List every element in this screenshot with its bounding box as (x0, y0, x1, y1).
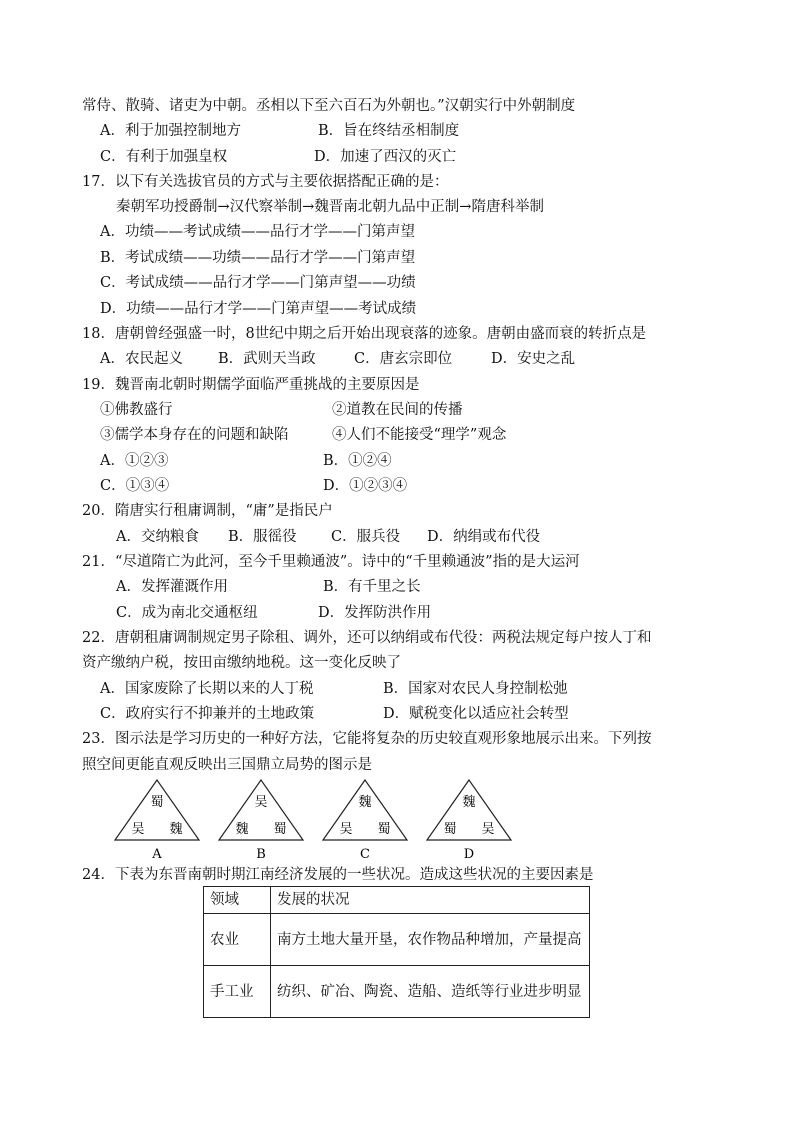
q22-option-b: B．国家对农民人身控制松弛 (383, 681, 568, 697)
triangle-d-shape (427, 780, 511, 840)
q19-item-1: ①佛教盛行 (100, 402, 173, 418)
q16-option-d: D．加速了西汉的灭亡 (314, 149, 457, 165)
q22-option-a: A．国家废除了长期以来的人丁税 (100, 681, 314, 697)
q19-stem: 19．魏晋南北朝时期儒学面临严重挑战的主要原因是 (82, 377, 420, 393)
q22-stem-cont: 资产缴纳户税，按田亩缴纳地税。这一变化反映了 (82, 655, 401, 671)
triangle-a-label: A (152, 847, 162, 862)
triangle-b-shape (219, 780, 303, 840)
triangle-d-top: 魏 (462, 795, 476, 810)
q16-option-c: C．有利于加强皇权 (100, 149, 228, 165)
q17-option-a: A．功绩——考试成绩——品行才学——门第声望 (100, 224, 415, 240)
q22-option-c: C．政府实行不抑兼并的土地政策 (100, 706, 315, 722)
triangle-c-left: 吴 (339, 822, 353, 837)
triangle-d-label: D (463, 847, 475, 862)
triangle-b (219, 780, 303, 862)
q17-option-c: C．考试成绩——品行才学——门第声望——功绩 (100, 275, 416, 291)
q23-stem: 23．图示法是学习历史的一种好方法，它能将复杂的历史较直观形象地展示出来。下列按 (82, 731, 652, 747)
q21-option-d: D．发挥防洪作用 (318, 605, 432, 621)
triangle-c-top: 魏 (358, 795, 372, 810)
q19-option-d: D．①②③④ (323, 478, 408, 494)
q22-stem: 22．唐朝租庸调制规定男子除租、调外，还可以纳绢或布代役：两税法规定每户按人丁和 (82, 630, 652, 646)
q20-option-b: B．服徭役 (228, 529, 297, 545)
triangle-c-label: C (360, 847, 370, 862)
q24-stem: 24．下表为东晋南朝时期江南经济发展的一些状况。造成这些状况的主要因素是 (82, 867, 594, 883)
table-header-status: 发展的状况 (271, 887, 590, 914)
table-header-field: 领域 (204, 887, 271, 914)
triangle-b-right: 蜀 (273, 822, 287, 837)
q19-item-2: ②道教在民间的传播 (332, 402, 463, 418)
triangle-a-left: 吴 (131, 822, 145, 837)
triangle-b-left: 魏 (235, 822, 249, 837)
table-cell-status: 南方土地大量开垦，农作物品种增加，产量提高 (271, 914, 590, 966)
triangle-c-shape (323, 780, 407, 840)
q20-option-d: D．纳绢或布代役 (427, 529, 541, 545)
q17-option-b: B．考试成绩——功绩——品行才学——门第声望 (100, 250, 416, 266)
table-cell-field: 农业 (204, 914, 271, 966)
triangle-a (115, 780, 199, 862)
q20-option-a: A．交纳粮食 (116, 529, 199, 545)
q21-option-c: C．成为南北交通枢纽 (116, 605, 258, 621)
q17-sequence: 秦朝军功授爵制→汉代察举制→魏晋南北朝九品中正制→隋唐科举制 (116, 199, 544, 215)
triangle-d-left: 蜀 (443, 822, 457, 837)
q23-triangle-diagrams (112, 778, 532, 863)
q19-item-3: ③儒学本身存在的问题和缺陷 (100, 427, 289, 443)
q18-option-d: D．安史之乱 (491, 351, 576, 367)
q19-option-b: B．①②④ (323, 453, 392, 469)
q18-option-c: C．唐玄宗即位 (354, 351, 453, 367)
triangle-b-top: 吴 (254, 795, 268, 810)
q19-option-c: C．①③④ (100, 478, 170, 494)
q21-option-a: A．发挥灌溉作用 (116, 579, 228, 595)
q16-option-a: A．利于加强控制地方 (100, 123, 241, 139)
q17-option-d: D．功绩——品行才学——门第声望——考试成绩 (100, 301, 417, 317)
table-row (204, 914, 590, 966)
q19-item-4: ④人们不能接受“理学”观念 (332, 427, 507, 443)
q17-stem: 17．以下有关选拔官员的方式与主要依据搭配正确的是： (82, 174, 449, 190)
triangle-d (427, 780, 511, 862)
triangle-a-right: 魏 (169, 822, 183, 837)
triangle-a-top: 蜀 (150, 795, 164, 810)
table-cell-status: 纺织、矿冶、陶瓷、造船、造纸等行业进步明显 (271, 966, 590, 1018)
q21-option-b: B．有千里之长 (323, 579, 421, 595)
q18-stem: 18．唐朝曾经强盛一时，8世纪中期之后开始出现衰落的迹象。唐朝由盛而衰的转折点是 (82, 326, 647, 342)
q21-stem: 21．“尽道隋亡为此河，至今千里赖通波”。诗中的“千里赖通波”指的是大运河 (82, 554, 580, 570)
table-cell-field: 手工业 (204, 966, 271, 1018)
q20-stem: 20．隋唐实行租庸调制，“庸”是指民户 (82, 503, 333, 519)
q20-option-c: C．服兵役 (331, 529, 401, 545)
triangle-c (323, 780, 407, 862)
q24-table (203, 886, 590, 1018)
table-row (204, 966, 590, 1018)
table-header-row (204, 887, 590, 914)
q19-option-a: A．①②③ (100, 453, 169, 469)
q22-option-d: D．赋税变化以适应社会转型 (383, 706, 569, 722)
q16-option-b: B．旨在终结丞相制度 (318, 123, 460, 139)
triangle-c-right: 蜀 (377, 822, 391, 837)
q18-option-a: A．农民起义 (100, 351, 183, 367)
triangle-a-shape (115, 780, 199, 840)
q16-stem-tail: 常侍、散骑、诸吏为中朝。丞相以下至六百石为外朝也。”汉朝实行中外朝制度 (82, 98, 576, 114)
triangle-b-label: B (256, 847, 266, 862)
q18-option-b: B．武则天当政 (218, 351, 316, 367)
triangle-d-right: 吴 (481, 822, 495, 837)
q23-stem-cont: 照空间更能直观反映出三国鼎立局势的图示是 (82, 757, 372, 773)
